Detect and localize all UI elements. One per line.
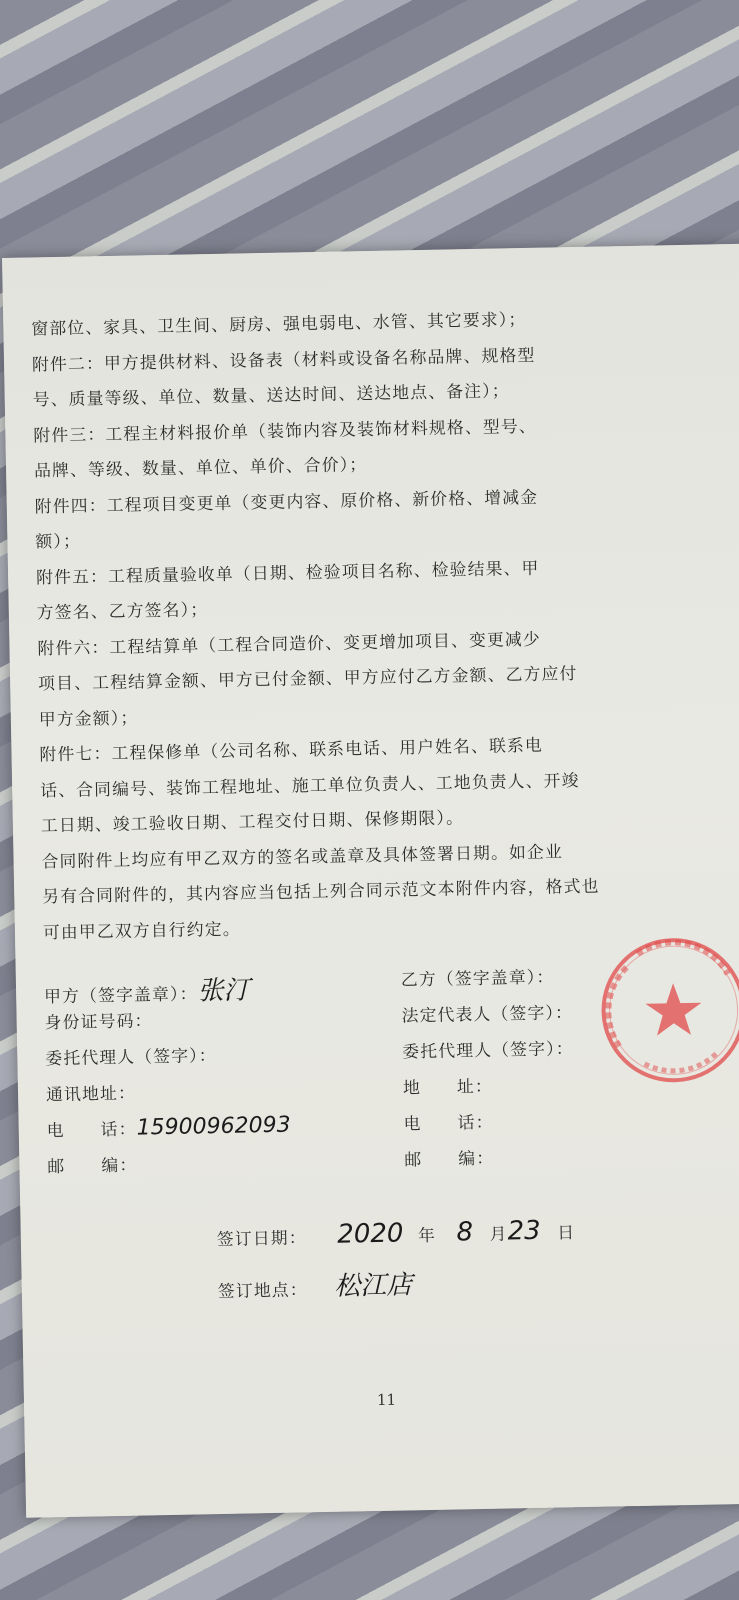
party-a-id-label: 身份证号码： [44, 1010, 153, 1033]
party-b-phone-row [403, 1109, 493, 1135]
signing-month-unit: 月 [489, 1223, 508, 1244]
body-line: 附件三：工程主材料报价单（装饰内容及装饰材料规格、型号、 [33, 415, 537, 445]
body-line: 附件四：工程项目变更单（变更内容、原价格、新价格、增减金 [34, 486, 539, 516]
body-line: 额）； [35, 530, 82, 552]
signing-place-value: 松江店 [333, 1270, 413, 1302]
body-line: 方签名、乙方签名）； [36, 599, 209, 623]
signing-date-row [217, 1215, 576, 1252]
party-b-legal-row [401, 999, 573, 1026]
body-line: 甲方金额）； [38, 706, 139, 729]
party-a-postcode-row [47, 1152, 137, 1178]
page-number: 11 [376, 1390, 397, 1410]
party-b-postcode-row [404, 1145, 494, 1171]
party-b-legal-label: 法定代表人（签字）： [401, 1002, 574, 1026]
party-a-phone-row [47, 1113, 291, 1143]
body-line: 合同附件上均应有甲乙双方的签名或盖章及具体签署日期。如企业 [41, 840, 564, 871]
body-line: 品牌、等级、数量、单位、单价、合价）； [33, 454, 368, 481]
body-line: 工日期、竣工验收日期、工程交付日期、保修期限）。 [40, 807, 465, 836]
body-line: 号、质量等级、单位、数量、送达时间、送达地点、备注）； [32, 380, 510, 410]
body-line: 窗部位、家具、卫生间、厨房、强电弱电、水管、其它要求）； [31, 308, 527, 339]
body-line: 附件七：工程保修单（公司名称、联系电话、用户姓名、联系电 [39, 734, 544, 765]
party-b-postcode-label: 邮 编： [404, 1147, 495, 1170]
body-line: 可由甲乙双方自行约定。 [42, 918, 241, 942]
signing-day-unit: 日 [557, 1222, 576, 1243]
signing-day: 23 [507, 1215, 541, 1247]
attachment-text-block [31, 302, 711, 942]
body-line: 附件五：工程质量验收单（日期、检验项目名称、检验结果、甲 [35, 557, 540, 587]
body-line: 项目、工程结算金额、甲方已付金额、甲方应付乙方金额、乙方应付 [37, 663, 578, 694]
signing-place-row [217, 1264, 412, 1305]
party-b-sign-label: 乙方（签字盖章）： [400, 966, 555, 990]
party-a-sign-label: 甲方（签字盖章）： [43, 983, 198, 1007]
body-line: 另有合同附件的，其内容应当包括上列合同示范文本附件内容，格式也 [42, 875, 600, 907]
signing-month: 8 [456, 1217, 474, 1248]
party-a-phone-value: 15900962093 [136, 1112, 291, 1141]
signing-place-label: 签订地点： [217, 1279, 308, 1302]
party-b-address-label: 地 址： [402, 1075, 494, 1098]
party-a-postcode-label: 邮 编： [47, 1154, 138, 1177]
party-a-agent-label: 委托代理人（签字）： [45, 1045, 217, 1069]
party-a-agent-row [45, 1042, 217, 1069]
party-b-sign-row [401, 964, 555, 991]
party-a-id-row [44, 1007, 152, 1033]
party-b-agent-label: 委托代理人（签字）： [402, 1038, 574, 1062]
contract-page [2, 243, 739, 1517]
party-a-sign-row [44, 969, 250, 1010]
party-a-address-row [46, 1080, 136, 1106]
signing-date-label: 签订日期： [216, 1227, 307, 1250]
signing-year: 2020 [336, 1218, 404, 1250]
body-line: 附件六：工程结算单（工程合同造价、变更增加项目、变更减少 [37, 628, 542, 658]
party-a-address-label: 通讯地址： [45, 1082, 137, 1105]
company-seal [597, 934, 739, 1087]
body-line: 话、合同编号、装饰工程地址、施工单位负责人、工地负责人、开竣 [40, 769, 580, 800]
signing-year-unit: 年 [417, 1224, 437, 1246]
party-b-phone-label: 电 话： [403, 1111, 494, 1134]
party-a-phone-label: 电 话： [46, 1118, 137, 1141]
party-b-address-row [403, 1073, 493, 1099]
body-line: 附件二：甲方提供材料、设备表（材料或设备名称品牌、规格型 [31, 344, 536, 374]
party-a-signature: 张汀 [197, 975, 250, 1007]
party-b-agent-row [402, 1035, 574, 1062]
